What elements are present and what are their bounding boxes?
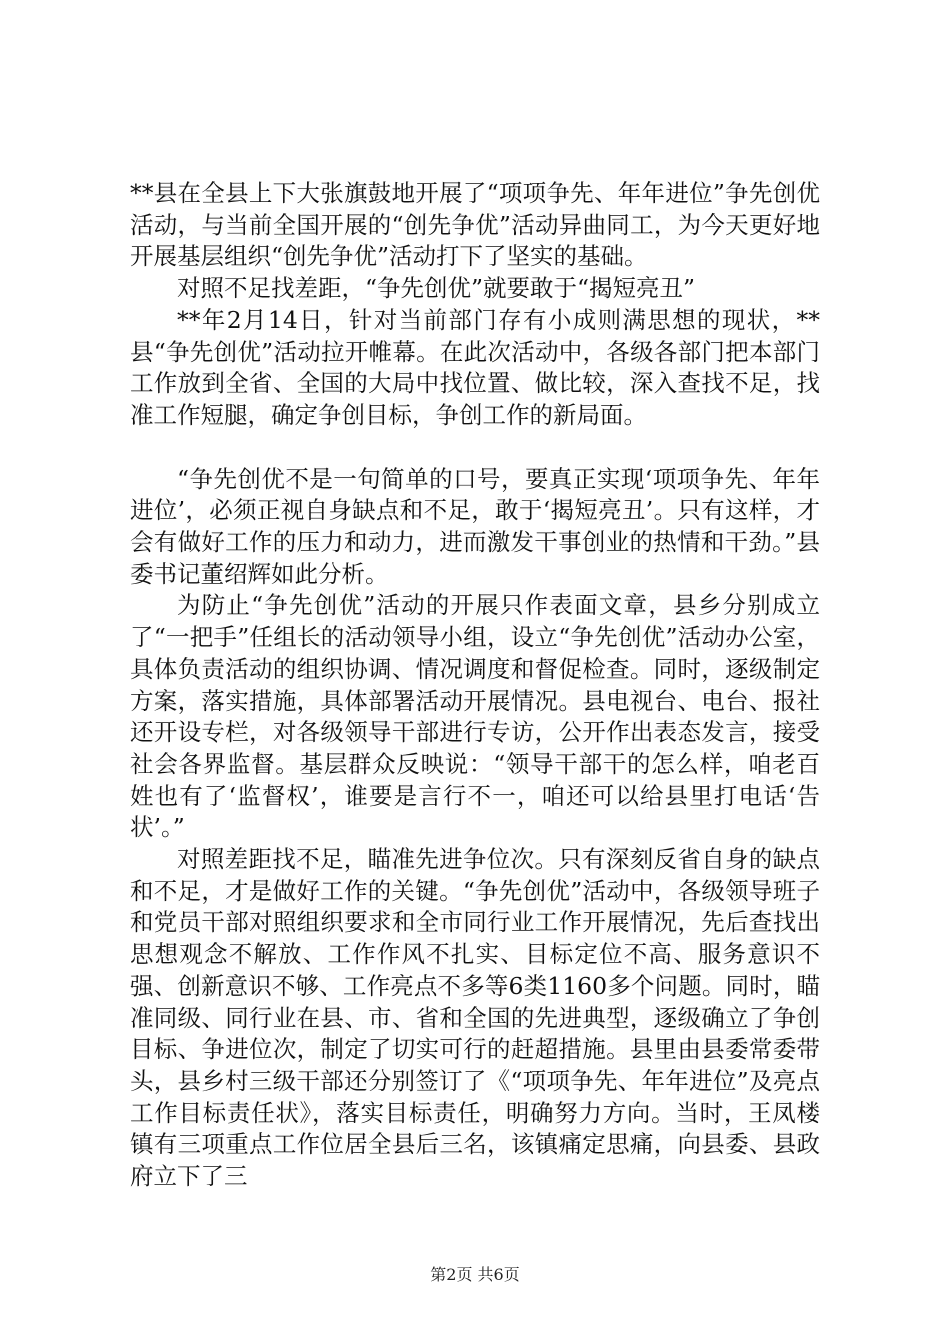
paragraph-3: “争先创优不是一句简单的口号，要真正实现‘项项争先、年年进位’，必须正视自身缺点和不足，敢于‘揭短亮丑’。只有这样，才会有做好工作的压力和动力，进而激发干事创业的热情和干劲。”县委书记董绍辉如此分析。	[130, 464, 820, 588]
page-footer: 第2页 共6页	[430, 1265, 520, 1284]
paragraph-4: 为防止“争先创优”活动的开展只作表面文章，县乡分别成立了“一把手”任组长的活动领导小组，设立“争先创优”活动办公室，具体负责活动的组织协调、情况调度和督促检查。同时，逐级制定方案，落实措施，具体部署活动开展情况。县电视台、电台、报社还开设专栏，对各级领导干部进行专访，公开作出表态发言，接受社会各界监督。基层群众反映说：“领导干部干的怎么样，咱老百姓也有了‘监督权’，谁要是言行不一，咱还可以给县里打电话‘告状’。”	[130, 591, 820, 842]
paragraph-2: **年2月14日，针对当前部门存有小成则满思想的现状，**县“争先创优”活动拉开帷幕。在此次活动中，各级各部门把本部门工作放到全省、全国的大局中找位置、做比较，深入查找不足，找准工作短腿，确定争创目标，争创工作的新局面。	[130, 305, 820, 429]
paragraph-5: 对照差距找不足，瞄准先进争位次。只有深刻反省自身的缺点和不足，才是做好工作的关键。“争先创优”活动中，各级领导班子和党员干部对照组织要求和全市同行业工作开展情况，先后查找出思想观念不解放、工作作风不扎实、目标定位不高、服务意识不强、创新意识不够、工作亮点不多等6类1160多个问题。同时，瞄准同级、同行业在县、市、省和全国的先进典型，逐级确立了争创目标、争进位次，制定了切实可行的赶超措施。县里由县委常委带头，县乡村三级干部还分别签订了《“项项争先、年年进位”及亮点工作目标责任状》，落实目标责任，明确努力方向。当时，王凤楼镇有三项重点工作位居全县后三名，该镇痛定思痛，向县委、县政府立下了三	[130, 845, 820, 1191]
paragraph-1: **县在全县上下大张旗鼓地开展了“项项争先、年年进位”争先创优活动，与当前全国开展的“创先争优”活动异曲同工，为今天更好地开展基层组织“创先争优”活动打下了坚实的基础。	[130, 179, 820, 271]
section-heading: 对照不足找差距，“争先创优”就要敢于“揭短亮丑”	[177, 274, 696, 303]
document-body	[130, 178, 820, 1193]
